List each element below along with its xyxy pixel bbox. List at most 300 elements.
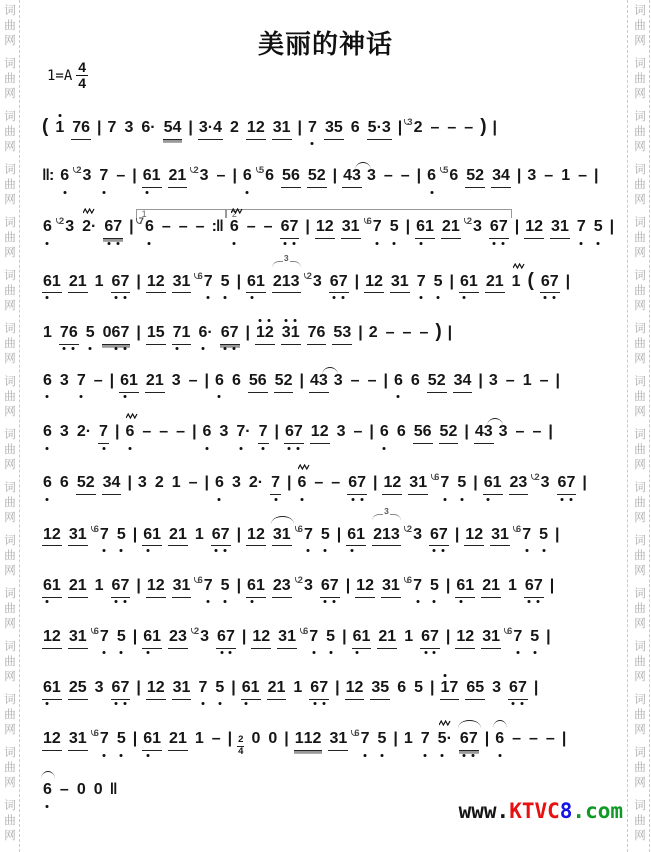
note: 5 bbox=[214, 679, 225, 697]
grace-note: 6 bbox=[197, 266, 202, 284]
note: 6 7 bbox=[320, 577, 340, 598]
note: 6 7 bbox=[111, 273, 131, 294]
barline: | bbox=[192, 423, 196, 441]
music-line-11 bbox=[42, 607, 625, 658]
note: 1 2 bbox=[310, 423, 330, 444]
measure-group bbox=[42, 167, 597, 188]
dash-note: – bbox=[505, 371, 515, 389]
note: 2 1 bbox=[145, 372, 165, 393]
note: 1 2 bbox=[251, 628, 271, 649]
note: 5 bbox=[429, 577, 440, 595]
note: 1 5 bbox=[146, 324, 166, 345]
dash-note: – bbox=[246, 218, 256, 236]
note: 1 2 bbox=[364, 273, 384, 294]
barline: | bbox=[136, 323, 140, 341]
note: 0 6 7 bbox=[102, 324, 131, 345]
dash-note: – bbox=[176, 423, 186, 441]
note: 5 bbox=[593, 218, 604, 236]
note: 2 1 bbox=[485, 273, 505, 294]
note: 6 bbox=[202, 423, 213, 441]
measure-group bbox=[515, 218, 613, 239]
note: 2 3 bbox=[59, 218, 75, 236]
barline: | bbox=[555, 371, 559, 389]
note: 6 7 bbox=[347, 474, 367, 495]
note: 5 bbox=[456, 474, 467, 492]
note: 3 1 bbox=[172, 577, 192, 598]
watermark-divider-left bbox=[19, 0, 20, 852]
note: 3 bbox=[124, 119, 134, 136]
site-logo-segment: .com bbox=[572, 799, 623, 823]
dash-note: – bbox=[545, 730, 555, 748]
note: 6 7 bbox=[211, 526, 231, 547]
note: 6 1 bbox=[352, 628, 372, 649]
barline: | bbox=[127, 474, 131, 492]
note: 5 2 bbox=[307, 167, 327, 188]
site-logo-segment: www. bbox=[458, 799, 510, 823]
mordent-icon bbox=[126, 413, 139, 419]
note: 6 7 bbox=[557, 474, 577, 495]
watermark-text: 词 曲 网 bbox=[4, 270, 16, 312]
phrase-paren: ) bbox=[435, 320, 442, 342]
grace-note: 2 bbox=[59, 211, 64, 229]
barline: | bbox=[136, 576, 140, 594]
barline: | bbox=[416, 167, 421, 185]
barline: | bbox=[533, 679, 538, 697]
note: 6 1 bbox=[455, 577, 475, 598]
repeat-barline: ‖: bbox=[42, 167, 54, 185]
note: 7 · bbox=[235, 423, 251, 441]
barline: | bbox=[405, 218, 410, 236]
watermark-text: 词 曲 网 bbox=[634, 747, 646, 789]
dash-note: – bbox=[419, 323, 429, 341]
note: 2 3 bbox=[467, 218, 483, 236]
watermark-text: 词 曲 网 bbox=[4, 641, 16, 683]
note: 6 5 bbox=[465, 679, 485, 700]
barline: | bbox=[204, 371, 209, 389]
note: 3 1 bbox=[277, 628, 297, 649]
note: 6 7 bbox=[354, 730, 370, 748]
note: 6 bbox=[214, 474, 225, 492]
note: 2 1 bbox=[168, 730, 188, 751]
note: 1 2 bbox=[146, 679, 166, 700]
note: 1 bbox=[511, 273, 522, 291]
dash-note: – bbox=[532, 423, 542, 441]
note: 1 2 bbox=[42, 730, 62, 751]
note: 5 2 bbox=[76, 474, 96, 495]
note: 3 bbox=[231, 474, 241, 492]
note: 2 1 bbox=[68, 273, 88, 294]
note: 6 1 bbox=[142, 167, 162, 188]
note: 1 bbox=[194, 730, 204, 748]
note: 6 7 bbox=[420, 628, 440, 649]
note: 6 1 bbox=[42, 577, 62, 598]
barline: | bbox=[236, 576, 241, 594]
measure-group bbox=[42, 116, 496, 140]
note: 7 6 bbox=[59, 324, 79, 345]
note: 5 6 bbox=[413, 423, 433, 444]
note: 5 6 bbox=[281, 167, 301, 188]
note: 3 bbox=[488, 371, 498, 389]
rest-note: 0 bbox=[268, 730, 278, 748]
barline: | bbox=[561, 730, 566, 748]
triplet-mark: 3 bbox=[372, 514, 401, 521]
grace-note: 6 bbox=[367, 211, 372, 229]
barline: | bbox=[335, 679, 339, 697]
dash-note: – bbox=[464, 119, 474, 136]
note: 7 bbox=[197, 679, 208, 697]
note: 3 1 bbox=[272, 119, 292, 140]
barline: | bbox=[393, 730, 397, 748]
dash-note: – bbox=[430, 119, 440, 136]
dash-note: – bbox=[353, 423, 363, 441]
note: 1 bbox=[194, 525, 204, 543]
slur-arc bbox=[271, 516, 294, 524]
barline: | bbox=[109, 371, 114, 389]
volta-1 bbox=[138, 209, 223, 236]
watermark-divider-edge bbox=[649, 0, 650, 852]
note: 2 3 bbox=[298, 577, 314, 595]
barline: | bbox=[373, 474, 377, 492]
note: 3 1 bbox=[341, 218, 361, 239]
note: 7 6 bbox=[307, 324, 327, 345]
final-barline: ‖ bbox=[109, 781, 117, 799]
note: 6 1 bbox=[459, 273, 479, 294]
barline: | bbox=[358, 323, 362, 341]
note: 7 bbox=[576, 218, 587, 236]
note: 6 bbox=[231, 371, 241, 389]
dash-note: – bbox=[263, 218, 273, 236]
note: 1 7 bbox=[440, 679, 460, 700]
note: 3 1 bbox=[272, 526, 292, 547]
note: 6 bbox=[494, 730, 505, 748]
barline: | bbox=[464, 423, 468, 441]
note: 3 4 bbox=[453, 372, 473, 393]
watermark-text: 词 曲 网 bbox=[4, 5, 16, 47]
note: 6 bbox=[59, 474, 69, 492]
note: 3 bbox=[59, 371, 69, 389]
barline: | bbox=[473, 474, 477, 492]
dash-note: – bbox=[211, 730, 221, 748]
note: 6 1 bbox=[246, 273, 266, 294]
note: 6 7 bbox=[540, 273, 560, 294]
watermark-text: 词 曲 网 bbox=[634, 58, 646, 100]
note: 6 bbox=[42, 474, 53, 492]
note: 4 3 bbox=[309, 372, 329, 393]
note: 6 bbox=[42, 781, 53, 799]
note: 5 bbox=[389, 218, 400, 236]
note: 3 4 bbox=[102, 474, 122, 495]
note: 7 bbox=[76, 372, 87, 390]
note: 1 2 bbox=[146, 273, 166, 294]
note: 6 bbox=[397, 679, 407, 697]
barline: | bbox=[514, 218, 519, 236]
note: 2 bbox=[368, 323, 378, 341]
mordent-icon bbox=[513, 263, 526, 269]
barline: | bbox=[445, 627, 450, 645]
note: 2 3 bbox=[307, 273, 323, 291]
note: 2 3 bbox=[272, 577, 292, 598]
barline: | bbox=[236, 525, 241, 543]
note: 3 2 bbox=[407, 119, 423, 137]
note: 6 bbox=[242, 167, 253, 185]
note: 6 1 bbox=[142, 526, 162, 547]
note: 5 bbox=[376, 730, 387, 748]
dash-note: – bbox=[331, 474, 341, 492]
watermark-text: 词 曲 网 bbox=[634, 535, 646, 577]
note: 6 7 bbox=[216, 628, 236, 649]
watermark-text: 词 曲 网 bbox=[4, 111, 16, 153]
barline: | bbox=[383, 371, 387, 389]
mordent-icon bbox=[83, 208, 96, 214]
repeat-barline: :‖ bbox=[211, 218, 223, 236]
watermark-text: 词 曲 网 bbox=[4, 58, 16, 100]
dash-note: – bbox=[539, 371, 549, 389]
barline: | bbox=[299, 371, 303, 389]
note: 5 · 3 bbox=[367, 119, 392, 140]
note: 3 1 bbox=[172, 679, 192, 700]
dash-note: – bbox=[142, 423, 152, 441]
music-line-4 bbox=[42, 249, 625, 300]
note: 6 7 bbox=[459, 730, 479, 751]
note: 6 bbox=[59, 167, 70, 185]
note: 2 1 bbox=[168, 526, 188, 547]
note: 6 7 bbox=[489, 218, 509, 239]
barline: | bbox=[354, 272, 359, 290]
dash-note: – bbox=[578, 167, 587, 185]
barline: | bbox=[241, 627, 246, 645]
dash-note: – bbox=[59, 781, 69, 799]
dash-note: – bbox=[161, 218, 171, 236]
dash-note: – bbox=[367, 371, 377, 389]
note: 6 bbox=[229, 218, 240, 236]
dash-note: – bbox=[544, 167, 554, 185]
note: 6 7 bbox=[516, 526, 532, 544]
note: 6 7 bbox=[280, 218, 300, 239]
note: 5 4 bbox=[163, 119, 183, 140]
note: 6 7 bbox=[111, 577, 131, 598]
note: 6 bbox=[42, 372, 53, 390]
barline: | bbox=[447, 323, 452, 341]
note: 6 7 bbox=[309, 679, 329, 700]
note: 4 3 bbox=[474, 423, 494, 444]
note: 1 2 bbox=[355, 577, 375, 598]
barline: | bbox=[231, 679, 235, 697]
grace-note: 6 bbox=[94, 519, 99, 537]
note: 2 1 3 $^3$ bbox=[272, 273, 301, 294]
note: 2 bbox=[154, 474, 164, 492]
note: 3 bbox=[333, 371, 343, 389]
note: 1 bbox=[43, 323, 52, 341]
note: 3 1 bbox=[328, 730, 348, 751]
dash-note: – bbox=[116, 167, 126, 185]
meter-denominator: 4 bbox=[78, 75, 87, 92]
barline: | bbox=[345, 576, 350, 594]
site-logo-segment: 8 bbox=[559, 799, 573, 823]
music-line-6 bbox=[42, 351, 625, 402]
note: 2 3 bbox=[407, 526, 423, 544]
slur-arc bbox=[493, 720, 507, 728]
grace-note: 2 bbox=[307, 266, 312, 284]
watermark-text: 词 曲 网 bbox=[634, 270, 646, 312]
note: 5 bbox=[220, 577, 231, 595]
music-line-7 bbox=[42, 402, 625, 453]
rest-note: 0 bbox=[251, 730, 261, 748]
grace-note: 6 bbox=[94, 723, 99, 741]
music-line-13 bbox=[42, 709, 625, 760]
note: 5 bbox=[529, 628, 540, 646]
note: 1 2 bbox=[146, 577, 166, 598]
note: 3 5 bbox=[370, 679, 390, 700]
watermark-text: 词 曲 网 bbox=[4, 747, 16, 789]
barline: | bbox=[454, 525, 459, 543]
dash-note: – bbox=[93, 371, 103, 389]
note: 6 7 bbox=[284, 423, 304, 444]
barline: | bbox=[449, 272, 453, 290]
grace-note: 5 bbox=[259, 160, 264, 178]
barline: | bbox=[369, 423, 373, 441]
note: 2 3 bbox=[193, 167, 209, 185]
measure-group bbox=[42, 321, 451, 345]
dash-note: – bbox=[512, 730, 522, 748]
note: 1 bbox=[404, 627, 414, 645]
measure-group bbox=[42, 679, 537, 700]
note: 6 7 bbox=[429, 526, 449, 547]
watermark-text: 词 曲 网 bbox=[4, 429, 16, 471]
watermark-text: 词 曲 网 bbox=[4, 535, 16, 577]
watermark-text: 词 曲 网 bbox=[4, 164, 16, 206]
note: 6 7 bbox=[298, 526, 314, 544]
note: 7 bbox=[258, 423, 269, 444]
note: 6 1 bbox=[119, 372, 139, 393]
note: 7 1 bbox=[172, 324, 192, 345]
barline: | bbox=[297, 119, 302, 136]
barline: | bbox=[132, 730, 137, 748]
note: 5 6 bbox=[443, 167, 459, 185]
barline: | bbox=[332, 167, 337, 185]
note: 6 7 bbox=[508, 679, 528, 700]
note: 7 6 bbox=[139, 218, 155, 236]
watermark-column-left bbox=[2, 4, 18, 852]
note: 6 bbox=[42, 423, 53, 441]
note: 5 bbox=[538, 526, 549, 544]
barline: | bbox=[286, 474, 291, 492]
key-signature bbox=[47, 60, 88, 92]
watermark-text: 词 曲 网 bbox=[634, 800, 646, 842]
mordent-icon bbox=[439, 720, 452, 726]
meter-numerator: 4 bbox=[78, 59, 87, 75]
watermark-text: 词 曲 网 bbox=[4, 217, 16, 259]
note: 2 1 bbox=[267, 679, 287, 700]
note: 3 bbox=[366, 167, 376, 185]
grace-note: 2 bbox=[534, 467, 539, 485]
barline: | bbox=[245, 323, 249, 341]
note: 3 bbox=[219, 423, 229, 441]
note: 1 1 2 bbox=[294, 730, 323, 751]
dash-note: – bbox=[515, 423, 525, 441]
note: 1 bbox=[508, 576, 517, 594]
note: 3 1 bbox=[68, 730, 88, 751]
dash-note: – bbox=[159, 423, 169, 441]
mordent-icon bbox=[298, 464, 311, 470]
grace-note: 6 bbox=[507, 621, 512, 639]
note: 5 2 bbox=[439, 423, 459, 444]
barline: | bbox=[492, 119, 497, 136]
note: 3 5 bbox=[324, 119, 344, 140]
barline: | bbox=[516, 167, 521, 185]
dash-note: – bbox=[216, 167, 226, 185]
note: 5 bbox=[85, 324, 96, 342]
note: 7 bbox=[307, 119, 318, 137]
barline: | bbox=[548, 423, 552, 441]
site-logo[interactable] bbox=[459, 799, 623, 823]
barline: | bbox=[227, 730, 232, 748]
grace-note: 2 bbox=[407, 519, 412, 537]
note: 6 7 bbox=[407, 577, 423, 595]
barline: | bbox=[97, 119, 101, 136]
note: 6 7 bbox=[367, 218, 383, 236]
grace-note: 5 bbox=[443, 160, 448, 178]
rest-note: 0 bbox=[76, 781, 86, 799]
measure-group bbox=[42, 625, 550, 649]
grace-note: 2 bbox=[76, 160, 81, 178]
barline: | bbox=[549, 576, 554, 594]
grace-note: 2 bbox=[467, 211, 472, 229]
note: 2 3 bbox=[534, 474, 550, 492]
score bbox=[42, 95, 625, 812]
dash-note: – bbox=[447, 119, 457, 136]
note: 6 bbox=[410, 371, 420, 389]
barline: | bbox=[484, 730, 489, 748]
page-title: 美丽的神话 bbox=[257, 29, 393, 59]
phrase-paren: ) bbox=[480, 116, 487, 137]
note: 6 7 bbox=[303, 628, 319, 646]
note: 7 bbox=[420, 730, 431, 748]
barline: | bbox=[132, 627, 137, 645]
dash-note: – bbox=[314, 474, 324, 492]
note: 5 3 bbox=[332, 324, 352, 345]
barline: | bbox=[546, 627, 550, 645]
watermark-text: 词 曲 网 bbox=[4, 376, 16, 418]
note: 4 3 bbox=[342, 167, 362, 188]
time-signature-change: 2 4 bbox=[238, 734, 244, 757]
watermark-text: 词 曲 网 bbox=[634, 429, 646, 471]
note: 2 1 bbox=[481, 577, 501, 598]
note: 7 bbox=[98, 423, 109, 444]
watermark-text: 词 曲 网 bbox=[634, 482, 646, 524]
watermark-text: 词 曲 网 bbox=[634, 5, 646, 47]
note: 5 2 bbox=[465, 167, 485, 188]
note: 6 7 bbox=[524, 577, 544, 598]
watermark-column-right bbox=[632, 4, 648, 852]
note: 6 7 bbox=[434, 474, 450, 492]
note: 3 4 bbox=[491, 167, 511, 188]
dash-note: – bbox=[529, 730, 538, 748]
barline: | bbox=[305, 218, 309, 236]
note: 1 bbox=[403, 730, 413, 748]
note: 5 6 bbox=[259, 167, 275, 185]
note: 5 2 bbox=[274, 372, 294, 393]
note: 5 bbox=[116, 628, 127, 646]
watermark-text: 词 曲 网 bbox=[634, 217, 646, 259]
note: 1 2 bbox=[42, 628, 62, 649]
note: 5 2 bbox=[427, 372, 447, 393]
note: 6 bbox=[426, 167, 437, 185]
note: 6 7 bbox=[507, 628, 523, 646]
note: 3 1 bbox=[550, 218, 570, 239]
dash-note: – bbox=[350, 371, 360, 389]
note: 3 1 bbox=[281, 324, 301, 345]
note: 3 · 4 bbox=[198, 119, 223, 140]
